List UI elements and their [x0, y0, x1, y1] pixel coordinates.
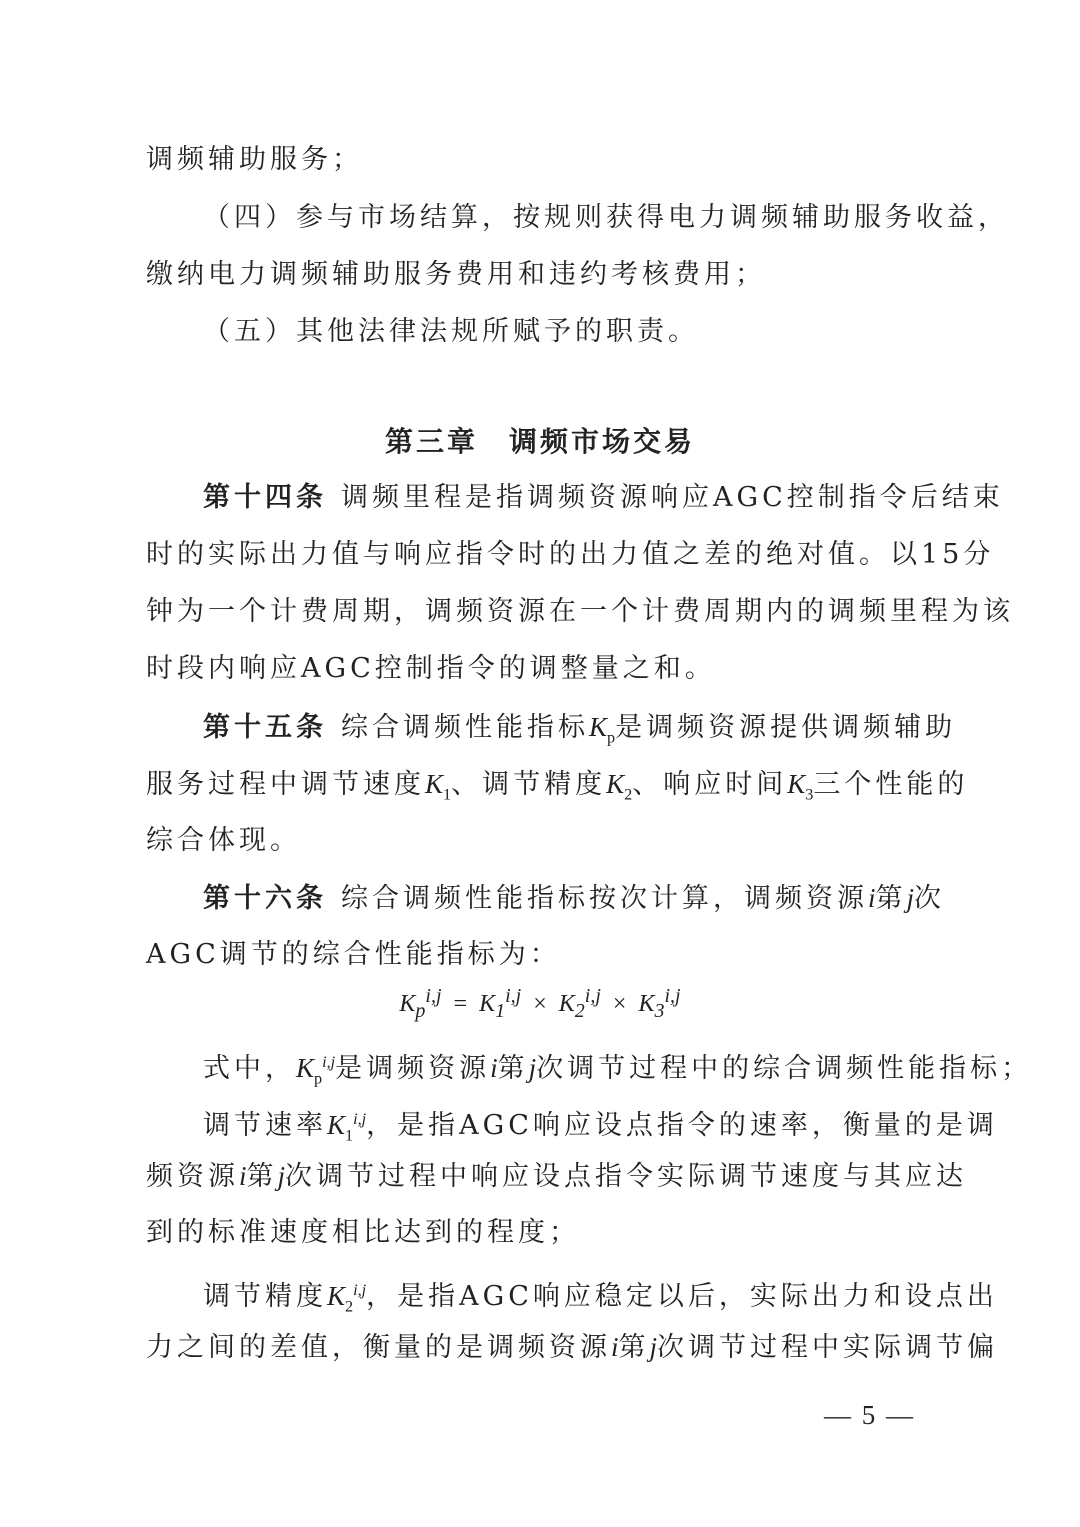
article-14-line	[203, 478, 1004, 518]
text-line: （四）参与市场结算，按规则获得电力调频辅助服务收益，	[203, 202, 1009, 233]
text-line: 服务过程中调节速度$K_1$、调节精度$K_2$、响应时间$K_3$三个性能的	[146, 769, 969, 804]
text-line: 时段内响应AGC控制指令的调整量之和。	[146, 653, 716, 684]
math-kp: $K_p$	[589, 712, 616, 747]
chapter-heading: 第三章 调频市场交易	[384, 425, 695, 458]
math-k1-ij: $K_1^{i,j}$	[327, 1110, 367, 1145]
text-line: （五）其他法律法规所赋予的职责。	[203, 316, 699, 347]
text: 调频里程是指调频资源响应AGC控制指令后结束	[341, 482, 1004, 513]
text-line: 缴纳电力调频辅助服务费用和违约考核费用；	[146, 259, 766, 290]
math-kp-ij: $K_p^{i,j}$	[296, 1053, 336, 1088]
math-k3: $K_3$	[787, 769, 814, 804]
math-i: i	[868, 883, 876, 913]
math-k2-ij: $K_2^{i,j}$	[327, 1281, 367, 1316]
text-line: 调节精度$K_2^{i,j}$，是指AGC响应稳定以后，实际出力和设点出	[203, 1281, 998, 1316]
text-line: 综合体现。	[146, 825, 301, 856]
math-k1: $K_1$	[425, 769, 452, 804]
text: 是调频资源提供调频辅助	[615, 712, 957, 743]
text-line: 频资源i第j次调节过程中响应设点指令实际调节速度与其应达	[146, 1161, 968, 1192]
article-16-line: 第十六条 综合调频性能指标按次计算，调频资源i第j次	[203, 883, 946, 914]
math-j: j	[906, 883, 915, 913]
page-number: — 5 —	[824, 1400, 915, 1430]
text-line: 到的标准速度相比达到的程度；	[146, 1217, 580, 1248]
article-title: 第十五条	[203, 712, 327, 743]
article-15-line	[203, 707, 956, 757]
text-line: 力之间的差值，衡量的是调频资源i第j次调节过程中实际调节偏	[146, 1332, 999, 1363]
text-line: 式中，$K_p^{i,j}$是调频资源i第j次调节过程中的综合调频性能指标；	[203, 1053, 1033, 1088]
text-line: 调节速率$K_1^{i,j}$，是指AGC响应设点指令的速率，衡量的是调	[203, 1110, 998, 1145]
text-line: 调频辅助服务；	[146, 144, 363, 175]
formula: $K_p^{i,j} = K_1^{i,j} \times K_2^{i,j} \times K_3^{i,j}$	[399, 985, 681, 1022]
text-line: 钟为一个计费周期，调频资源在一个计费周期内的调频里程为该	[146, 596, 1014, 627]
text-line: 时的实际出力值与响应指令时的出力值之差的绝对值。以15分	[146, 539, 995, 570]
article-title: 第十四条	[203, 482, 327, 513]
article-title: 第十六条	[203, 883, 327, 914]
text-line: AGC调节的综合性能指标为：	[146, 939, 561, 970]
math-k2: $K_2$	[606, 769, 633, 804]
text: 综合调频性能指标	[341, 712, 589, 743]
